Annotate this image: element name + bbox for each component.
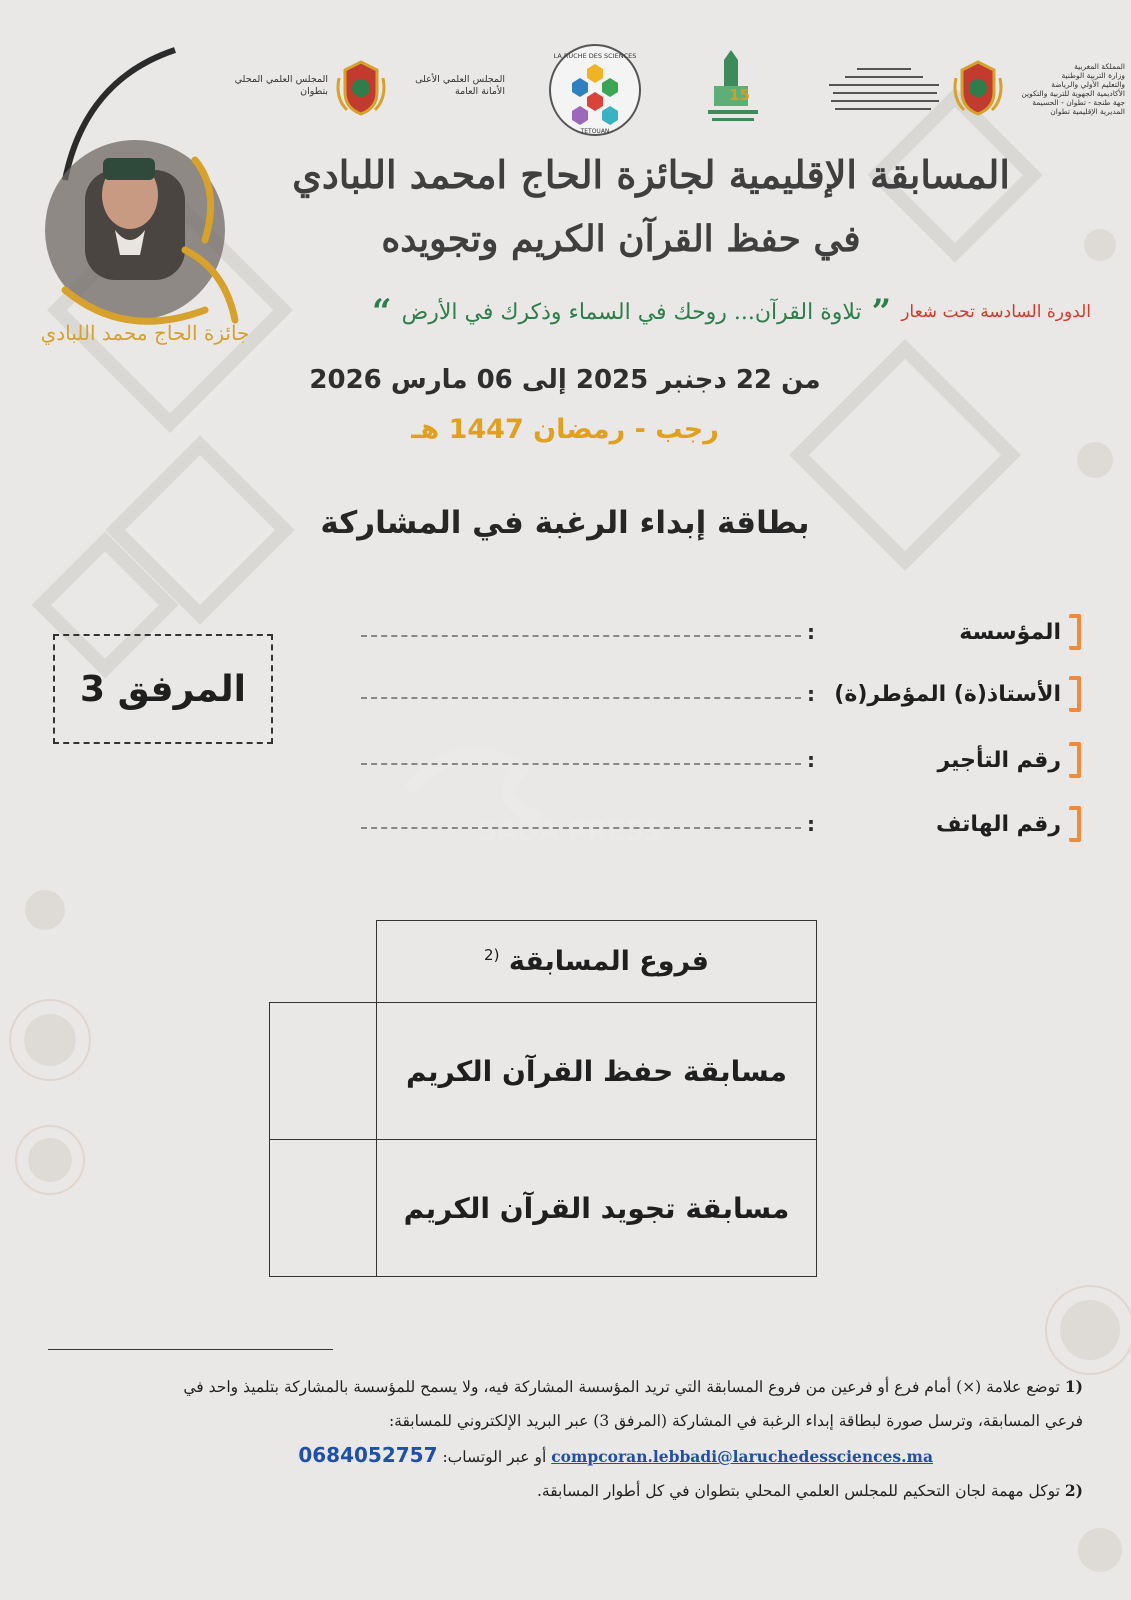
footnote-2-number: (2: [1064, 1481, 1083, 1500]
table-header-cell: [377, 921, 817, 1003]
anniversary-logo: [698, 50, 768, 130]
coat-of-arms-icon: [333, 58, 389, 118]
footnotes: [43, 1370, 1083, 1508]
high-council-secretariat: الأمانة العامة: [455, 86, 505, 97]
footnote-1-number: (1: [1064, 1377, 1083, 1396]
gregorian-dates: من 22 دجنبر 2025 إلى 06 مارس 2026: [309, 365, 821, 395]
ministry-line-6: المديرية الإقليمية تطوان: [1050, 107, 1125, 116]
table-row: [270, 1140, 817, 1277]
ministry-line-2: وزارة التربية الوطنية: [1061, 71, 1125, 80]
slogan-label: الدورة السادسة تحت شعار: [901, 302, 1091, 322]
field-institution-input[interactable]: [361, 635, 801, 637]
field-bracket-icon: [1069, 742, 1081, 778]
slogan-open-quote: ”: [871, 292, 892, 332]
footnote-divider: [48, 1349, 333, 1350]
ministry-block: [1010, 62, 1125, 116]
main-title-line-2: في حفظ القرآن الكريم وتجويده: [381, 218, 861, 260]
local-council-name: المجلس العلمي المحلي: [234, 74, 328, 85]
card-title: بطاقة إبداء الرغبة في المشاركة: [320, 505, 810, 541]
email-link[interactable]: compcoran.lebbadi@laruchedessciences.ma: [551, 1447, 933, 1466]
whatsapp-label: أو عبر الوتساب:: [442, 1448, 547, 1466]
field-payroll-number[interactable]: [361, 740, 1081, 780]
local-council-logo: [218, 74, 328, 98]
portrait-calligraphy: جائزة الحاج محمد اللبادي: [40, 321, 250, 345]
footnote-1-contact: [43, 1438, 1083, 1474]
footnote-1-text-a: توضع علامة (×) أمام فرع أو فرعين من فروع المسابقة التي تريد المؤسسة المشاركة فيه، ولا يسمح للمؤسسة بالمشاركة بتلميذ واحد في: [183, 1378, 1060, 1396]
branch-memorization: مسابقة حفظ القرآن الكريم: [377, 1003, 817, 1140]
ruche-des-sciences-logo: [547, 42, 643, 138]
field-bracket-icon: [1069, 676, 1081, 712]
ministry-line-1: المملكة المغربية: [1074, 62, 1125, 71]
field-payroll-label: رقم التأجير: [937, 747, 1061, 773]
table-row: [270, 1003, 817, 1140]
slogan-close-quote: “: [372, 292, 392, 332]
branches-header: فروع المسابقة: [508, 946, 709, 977]
footnote-2-text: توكل مهمة لجان التحكيم للمجلس العلمي المحلي بتطوان في كل أطوار المسابقة.: [536, 1482, 1060, 1500]
slogan-quote: تلاوة القرآن... روحك في السماء وذكرك في الأرض: [401, 299, 862, 325]
main-title-line-1: المسابقة الإقليمية لجائزة الحاج امحمد اللبادي: [292, 152, 1010, 197]
footnote-1-line-1: [43, 1370, 1083, 1404]
branch-memorization-checkbox[interactable]: [270, 1003, 377, 1140]
ruche-city: TETOUAN: [580, 128, 610, 135]
watermark-text: SADA PRESS: [478, 817, 662, 847]
field-institution[interactable]: [361, 612, 1081, 652]
high-council-name: المجلس العلمي الأعلى: [415, 74, 505, 85]
table-header-row: [270, 921, 817, 1003]
footnote-1-text-b: فرعي المسابقة، وترسل صورة لبطاقة إبداء الرغبة في المشاركة (المرفق 3) عبر البريد الإلكتروني للمسابقة:: [388, 1412, 1083, 1430]
field-bracket-icon: [1069, 614, 1081, 650]
field-payroll-input[interactable]: [361, 763, 801, 765]
ministry-line-5: جهة طنجة - تطوان - الحسيمة: [1032, 98, 1125, 107]
annex-label: المرفق 3: [53, 634, 273, 744]
whatsapp-phone: 0684052757: [298, 1443, 438, 1467]
high-council-logo: [395, 74, 505, 98]
amazigh-text-block: [823, 66, 943, 120]
field-phone[interactable]: [361, 804, 1081, 844]
footnote-2: [43, 1474, 1083, 1508]
field-colon: :: [807, 748, 815, 772]
hijri-dates: رجب - رمضان 1447 هـ: [411, 414, 719, 445]
field-supervisor-input[interactable]: [361, 697, 801, 699]
local-council-city: بتطوان: [300, 86, 328, 97]
field-colon: :: [807, 682, 815, 706]
branch-tajweed: مسابقة تجويد القرآن الكريم: [377, 1140, 817, 1277]
field-colon: :: [807, 620, 815, 644]
branches-table: [269, 920, 817, 1277]
ministry-line-4: الأكاديمية الجهوية للتربية والتكوين: [1021, 89, 1125, 98]
ministry-line-3: والتعليم الأولي والرياضة: [1051, 80, 1125, 89]
slogan: [271, 292, 1091, 332]
field-supervisor[interactable]: [361, 674, 1081, 714]
anniversary-number: 15: [729, 86, 750, 104]
field-supervisor-label: الأستاذ(ة) المؤطر(ة): [834, 681, 1061, 707]
field-institution-label: المؤسسة: [959, 619, 1061, 645]
branches-header-ref: (2: [484, 946, 500, 964]
field-phone-input[interactable]: [361, 827, 801, 829]
field-phone-label: رقم الهاتف: [935, 811, 1061, 837]
branch-tajweed-checkbox[interactable]: [270, 1140, 377, 1277]
kingdom-coat-of-arms-icon: [950, 58, 1006, 118]
field-bracket-icon: [1069, 806, 1081, 842]
ruche-logo-text: LA RUCHE DES SCIENCES: [553, 52, 637, 60]
field-colon: :: [807, 812, 815, 836]
